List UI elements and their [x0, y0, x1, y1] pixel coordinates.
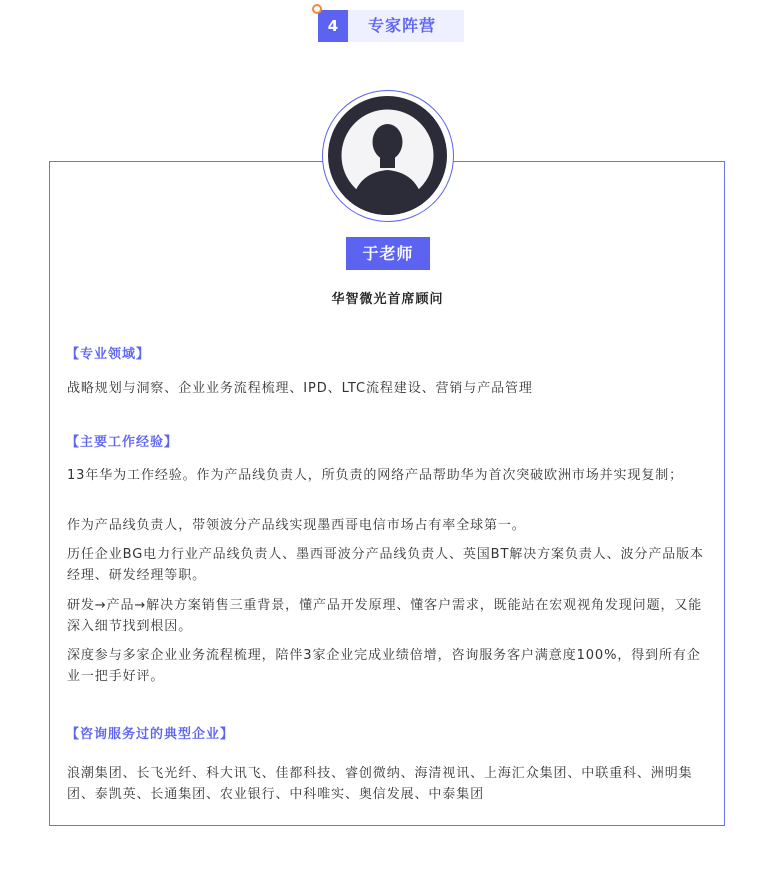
experience-item: 13年华为工作经验。作为产品线负责人，所负责的网络产品帮助华为首次突破欧洲市场并实现复制；: [67, 468, 684, 483]
avatar-frame: [328, 96, 447, 215]
experience-item: 作为产品线负责人，带领波分产品线实现墨西哥电信市场占有率全球第一。: [67, 518, 526, 533]
clients-text: 浪潮集团、长飞光纤、科大讯飞、佳都科技、睿创微纳、海清视讯、上海汇众集团、中联重科、洲明集团、泰凯英、长通集团、农业银行、中科唯实、奥信发展、中泰集团: [67, 766, 693, 802]
expertise-text: 战略规划与洞察、企业业务流程梳理、IPD、LTC流程建设、营销与产品管理: [67, 381, 533, 396]
experience-label: 【主要工作经验】: [66, 435, 179, 450]
section-title-box: [348, 10, 464, 42]
section-title: 专家阵营: [368, 16, 437, 35]
experience-item: 研发→产品→解决方案销售三重背景，懂产品开发原理、懂客户需求，既能站在宏观视角发现问题，又能深入细节找到根因。: [67, 598, 703, 634]
person-silhouette-icon: [328, 96, 447, 215]
section-header: [318, 10, 464, 42]
expert-role: 华智微光首席顾问: [331, 292, 444, 307]
decorative-dot-icon: [312, 4, 322, 14]
experience-item: 深度参与多家企业业务流程梳理，陪伴3家企业完成业绩倍增，咨询服务客户满意度100%，得到所有企业一把手好评。: [67, 648, 701, 684]
experience-item: 历任企业BG电力行业产品线负责人、墨西哥波分产品线负责人、英国BT解决方案负责人、波分产品版本经理、研发经理等职。: [67, 547, 704, 583]
clients-label: 【咨询服务过的典型企业】: [66, 727, 235, 742]
expertise-label: 【专业领域】: [66, 347, 151, 362]
section-number: 4: [318, 10, 348, 42]
avatar: [322, 90, 454, 222]
expert-name-badge: 于老师: [346, 237, 430, 270]
